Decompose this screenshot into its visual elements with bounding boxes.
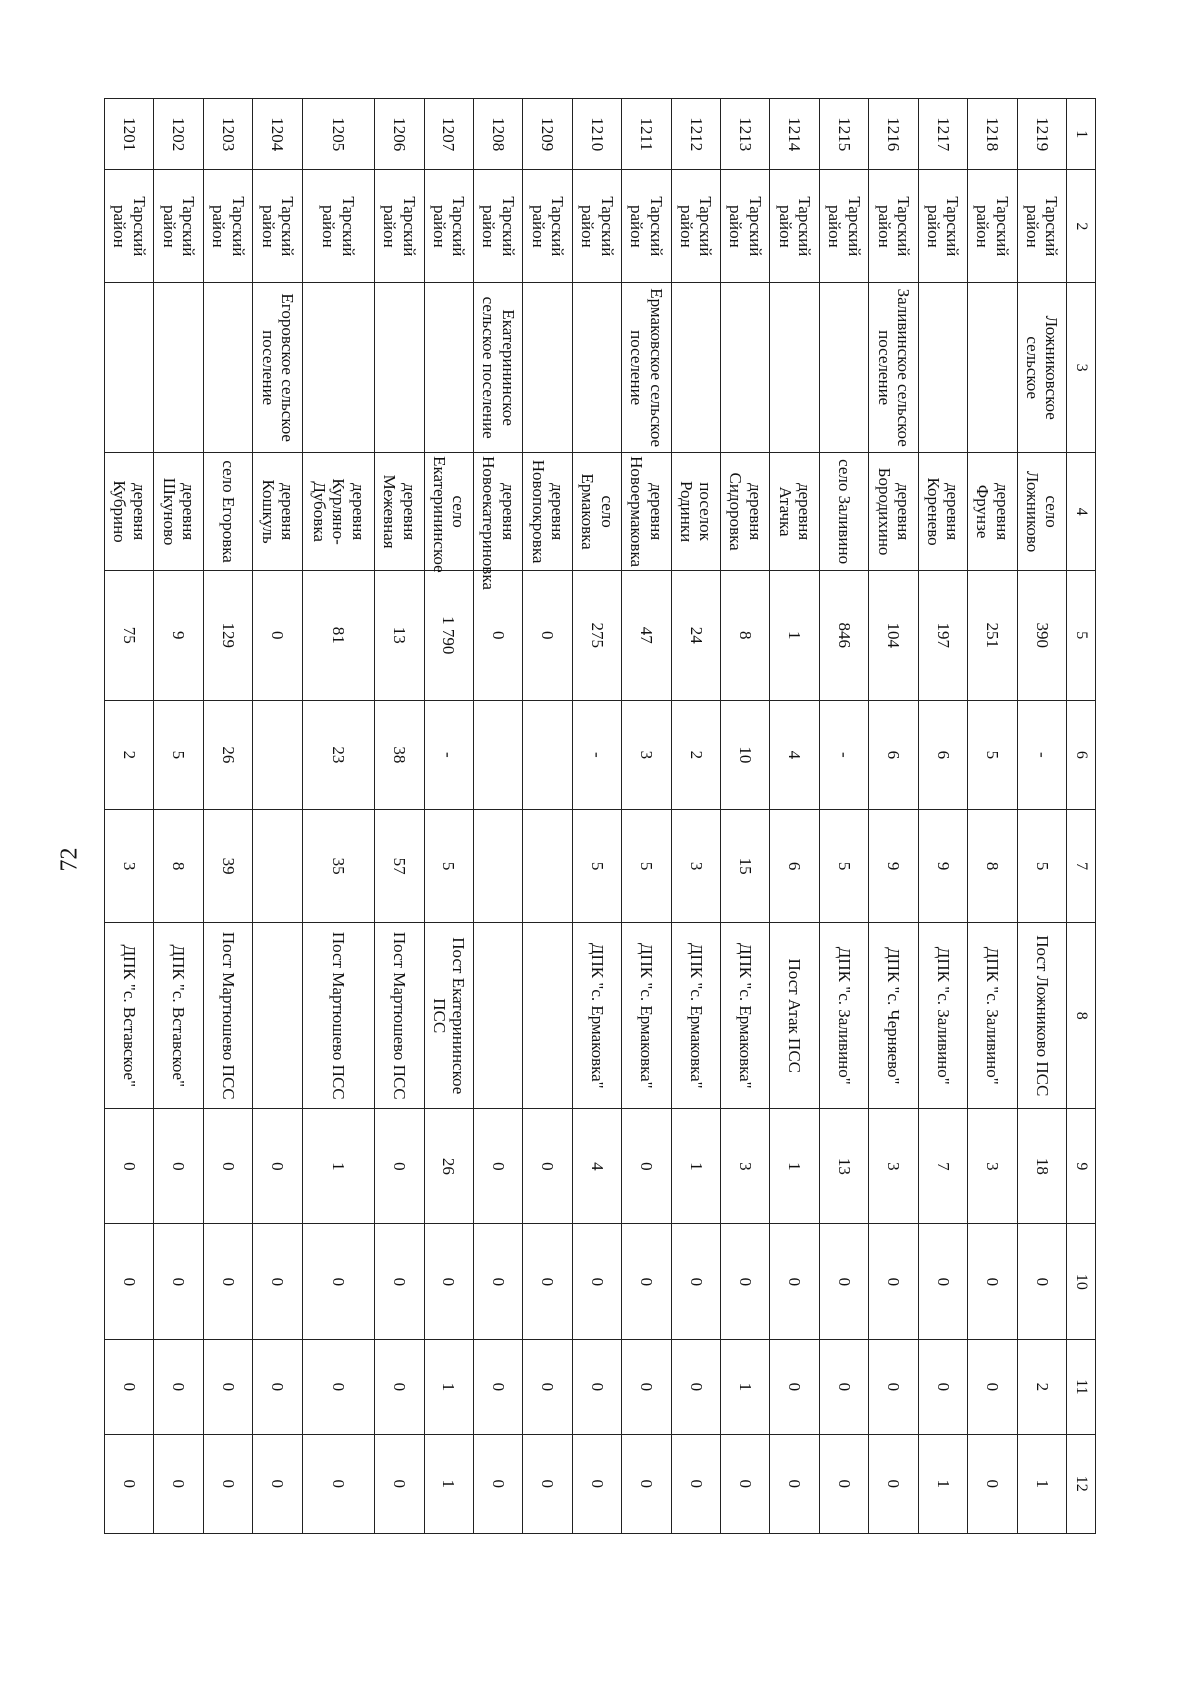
row-number-cell: 1208 <box>473 99 522 170</box>
table-row <box>154 99 203 1534</box>
deaths-cell: 0 <box>671 1224 720 1340</box>
fires-count-cell: 26 <box>424 1109 473 1224</box>
fires-count-cell: 0 <box>473 1109 522 1224</box>
rescued-cell: 0 <box>105 1434 154 1533</box>
rescued-cell: 0 <box>375 1434 424 1533</box>
table-row <box>819 99 868 1534</box>
arrival-time-min-cell: 5 <box>1017 810 1066 923</box>
deaths-cell: 0 <box>302 1224 374 1340</box>
header-row <box>1067 99 1096 1534</box>
injuries-cell: 0 <box>572 1340 621 1434</box>
fire-unit-cell: ДПК "с. Заливино" <box>918 923 967 1109</box>
table-row <box>918 99 967 1534</box>
settlement-municipality-cell <box>721 283 770 453</box>
fires-count-cell: 0 <box>523 1109 572 1224</box>
injuries-cell: 0 <box>819 1340 868 1434</box>
injuries-cell: 0 <box>770 1340 819 1434</box>
settlement-municipality-cell <box>154 283 203 453</box>
rescued-cell: 0 <box>253 1434 302 1533</box>
fires-count-cell: 0 <box>105 1109 154 1224</box>
arrival-time-min-cell: 8 <box>154 810 203 923</box>
fires-count-cell: 1 <box>770 1109 819 1224</box>
locality-cell: деревня Шкуново <box>154 453 203 571</box>
locality-cell: село Ермаковка <box>572 453 621 571</box>
arrival-time-min-cell: 35 <box>302 810 374 923</box>
table-row <box>622 99 671 1534</box>
injuries-cell: 0 <box>375 1340 424 1434</box>
settlement-municipality-cell: Екатерининское сельское поселение <box>473 283 522 453</box>
district-cell: Тарский район <box>721 170 770 283</box>
distance-km-cell: 6 <box>918 700 967 810</box>
population-cell: 104 <box>869 571 918 700</box>
fires-count-cell: 0 <box>622 1109 671 1224</box>
distance-km-cell: 2 <box>671 700 720 810</box>
deaths-cell: 0 <box>523 1224 572 1340</box>
injuries-cell: 1 <box>721 1340 770 1434</box>
deaths-cell: 0 <box>819 1224 868 1340</box>
row-number-cell: 1217 <box>918 99 967 170</box>
deaths-cell: 0 <box>721 1224 770 1340</box>
arrival-time-min-cell: 3 <box>671 810 720 923</box>
settlement-municipality-cell <box>302 283 374 453</box>
locality-cell: поселок Родинки <box>671 453 720 571</box>
fires-count-cell: 3 <box>869 1109 918 1224</box>
deaths-cell: 0 <box>622 1224 671 1340</box>
table-row <box>721 99 770 1534</box>
population-cell: 846 <box>819 571 868 700</box>
deaths-cell: 0 <box>770 1224 819 1340</box>
injuries-cell: 0 <box>869 1340 918 1434</box>
injuries-cell: 0 <box>105 1340 154 1434</box>
column-header: 1 <box>1067 99 1096 170</box>
district-cell: Тарский район <box>968 170 1017 283</box>
distance-km-cell: 3 <box>622 700 671 810</box>
fire-unit-cell: ДПК "с. Ермаковка" <box>671 923 720 1109</box>
fire-unit-cell: Пост Ложниково ПСС <box>1017 923 1066 1109</box>
locality-cell: деревня Кошкуль <box>253 453 302 571</box>
rescued-cell: 0 <box>154 1434 203 1533</box>
row-number-cell: 1203 <box>203 99 252 170</box>
locality-cell: село Екатерининское <box>424 453 473 571</box>
population-cell: 0 <box>473 571 522 700</box>
rescued-cell: 0 <box>671 1434 720 1533</box>
settlement-municipality-cell <box>203 283 252 453</box>
locality-cell: деревня Фрунзе <box>968 453 1017 571</box>
fire-unit-cell: ДПК "с. Ермаковка" <box>572 923 621 1109</box>
table-row <box>253 99 302 1534</box>
fire-unit-cell: ДПК "с. Вставское" <box>105 923 154 1109</box>
population-cell: 129 <box>203 571 252 700</box>
distance-km-cell: 5 <box>154 700 203 810</box>
rescued-cell: 0 <box>721 1434 770 1533</box>
deaths-cell: 0 <box>918 1224 967 1340</box>
injuries-cell: 1 <box>424 1340 473 1434</box>
distance-km-cell: 6 <box>869 700 918 810</box>
column-header: 9 <box>1067 1109 1096 1224</box>
settlement-municipality-cell <box>770 283 819 453</box>
deaths-cell: 0 <box>1017 1224 1066 1340</box>
locality-cell: село Ложниково <box>1017 453 1066 571</box>
settlement-municipality-cell <box>523 283 572 453</box>
arrival-time-min-cell <box>523 810 572 923</box>
injuries-cell: 0 <box>253 1340 302 1434</box>
locality-cell: деревня Новопокровка <box>523 453 572 571</box>
rescued-cell: 0 <box>572 1434 621 1533</box>
district-cell: Тарский район <box>572 170 621 283</box>
rescued-cell: 0 <box>869 1434 918 1533</box>
arrival-time-min-cell: 57 <box>375 810 424 923</box>
row-number-cell: 1201 <box>105 99 154 170</box>
column-header: 11 <box>1067 1340 1096 1434</box>
distance-km-cell: 38 <box>375 700 424 810</box>
district-cell: Тарский район <box>375 170 424 283</box>
distance-km-cell: 26 <box>203 700 252 810</box>
fire-unit-cell: ДПК "с. Ермаковка" <box>721 923 770 1109</box>
arrival-time-min-cell <box>473 810 522 923</box>
fires-count-cell: 0 <box>203 1109 252 1224</box>
deaths-cell: 0 <box>375 1224 424 1340</box>
settlement-municipality-cell <box>968 283 1017 453</box>
population-cell: 197 <box>918 571 967 700</box>
arrival-time-min-cell <box>253 810 302 923</box>
population-cell: 81 <box>302 571 374 700</box>
district-cell: Тарский район <box>1017 170 1066 283</box>
row-number-cell: 1218 <box>968 99 1017 170</box>
distance-km-cell: - <box>572 700 621 810</box>
fires-count-cell: 3 <box>968 1109 1017 1224</box>
injuries-cell: 0 <box>622 1340 671 1434</box>
column-header: 5 <box>1067 571 1096 700</box>
locality-cell: деревня Бородихино <box>869 453 918 571</box>
locality-cell: деревня Межевная <box>375 453 424 571</box>
deaths-cell: 0 <box>473 1224 522 1340</box>
district-cell: Тарский район <box>770 170 819 283</box>
population-cell: 8 <box>721 571 770 700</box>
rescued-cell: 0 <box>770 1434 819 1533</box>
settlement-municipality-cell <box>819 283 868 453</box>
distance-km-cell: - <box>819 700 868 810</box>
rescued-cell: 1 <box>424 1434 473 1533</box>
table-row <box>671 99 720 1534</box>
district-cell: Тарский район <box>523 170 572 283</box>
district-cell: Тарский район <box>819 170 868 283</box>
row-number-cell: 1210 <box>572 99 621 170</box>
table-row <box>424 99 473 1534</box>
deaths-cell: 0 <box>154 1224 203 1340</box>
settlement-municipality-cell: Егоровское сельское поселение <box>253 283 302 453</box>
district-cell: Тарский район <box>473 170 522 283</box>
population-cell: 1 <box>770 571 819 700</box>
injuries-cell: 2 <box>1017 1340 1066 1434</box>
distance-km-cell <box>253 700 302 810</box>
fires-count-cell: 13 <box>819 1109 868 1224</box>
population-cell: 9 <box>154 571 203 700</box>
arrival-time-min-cell: 9 <box>918 810 967 923</box>
locality-cell: деревня Новоермаковка <box>622 453 671 571</box>
row-number-cell: 1214 <box>770 99 819 170</box>
settlement-municipality-cell: Ложниковское сельское <box>1017 283 1066 453</box>
arrival-time-min-cell: 8 <box>968 810 1017 923</box>
table-body <box>105 99 1067 1534</box>
arrival-time-min-cell: 15 <box>721 810 770 923</box>
table-row <box>572 99 621 1534</box>
column-header: 10 <box>1067 1224 1096 1340</box>
injuries-cell: 0 <box>154 1340 203 1434</box>
arrival-time-min-cell: 9 <box>869 810 918 923</box>
district-cell: Тарский район <box>154 170 203 283</box>
locality-cell: деревня Сидоровка <box>721 453 770 571</box>
distance-km-cell: 23 <box>302 700 374 810</box>
row-number-cell: 1211 <box>622 99 671 170</box>
rescued-cell: 0 <box>622 1434 671 1533</box>
locality-cell: деревня Новоекатериновка <box>473 453 522 571</box>
population-cell: 390 <box>1017 571 1066 700</box>
district-cell: Тарский район <box>302 170 374 283</box>
rescued-cell: 1 <box>918 1434 967 1533</box>
table-row <box>1017 99 1066 1534</box>
fire-unit-cell <box>473 923 522 1109</box>
fires-count-cell: 0 <box>375 1109 424 1224</box>
column-header: 7 <box>1067 810 1096 923</box>
district-cell: Тарский район <box>622 170 671 283</box>
rescued-cell: 0 <box>523 1434 572 1533</box>
column-header: 12 <box>1067 1434 1096 1533</box>
row-number-cell: 1204 <box>253 99 302 170</box>
table-row <box>203 99 252 1534</box>
population-cell: 251 <box>968 571 1017 700</box>
page-number: 72 <box>56 847 83 872</box>
population-cell: 47 <box>622 571 671 700</box>
rescued-cell: 0 <box>473 1434 522 1533</box>
arrival-time-min-cell: 5 <box>572 810 621 923</box>
arrival-time-min-cell: 5 <box>622 810 671 923</box>
column-header: 6 <box>1067 700 1096 810</box>
district-cell: Тарский район <box>424 170 473 283</box>
table-row <box>473 99 522 1534</box>
fire-unit-cell <box>523 923 572 1109</box>
fire-unit-cell: ДПК "с. Заливино" <box>968 923 1017 1109</box>
row-number-cell: 1215 <box>819 99 868 170</box>
distance-km-cell: 10 <box>721 700 770 810</box>
fire-unit-cell: Пост Мартюшево ПСС <box>302 923 374 1109</box>
row-number-cell: 1216 <box>869 99 918 170</box>
injuries-cell: 0 <box>302 1340 374 1434</box>
row-number-cell: 1206 <box>375 99 424 170</box>
rescued-cell: 0 <box>302 1434 374 1533</box>
fire-unit-cell: Пост Мартюшево ПСС <box>203 923 252 1109</box>
settlement-municipality-cell <box>375 283 424 453</box>
district-cell: Тарский район <box>671 170 720 283</box>
fire-unit-cell: Пост Атак ПСС <box>770 923 819 1109</box>
locality-cell: деревня Атачка <box>770 453 819 571</box>
district-cell: Тарский район <box>203 170 252 283</box>
settlement-municipality-cell: Заливинское сельское поселение <box>869 283 918 453</box>
table-row <box>770 99 819 1534</box>
deaths-cell: 0 <box>105 1224 154 1340</box>
district-cell: Тарский район <box>869 170 918 283</box>
district-cell: Тарский район <box>253 170 302 283</box>
fire-unit-cell: Пост Мартюшево ПСС <box>375 923 424 1109</box>
column-header: 2 <box>1067 170 1096 283</box>
injuries-cell: 0 <box>523 1340 572 1434</box>
table-row <box>302 99 374 1534</box>
deaths-cell: 0 <box>968 1224 1017 1340</box>
row-number-cell: 1207 <box>424 99 473 170</box>
fires-count-cell: 4 <box>572 1109 621 1224</box>
injuries-cell: 0 <box>671 1340 720 1434</box>
rescued-cell: 1 <box>1017 1434 1066 1533</box>
rescued-cell: 0 <box>968 1434 1017 1533</box>
deaths-cell: 0 <box>424 1224 473 1340</box>
distance-km-cell: - <box>1017 700 1066 810</box>
settlement-municipality-cell: Ермаковское сельское поселение <box>622 283 671 453</box>
deaths-cell: 0 <box>572 1224 621 1340</box>
population-cell: 275 <box>572 571 621 700</box>
settlement-municipality-cell <box>918 283 967 453</box>
population-cell: 1 790 <box>424 571 473 700</box>
settlement-municipality-cell <box>671 283 720 453</box>
settlement-municipality-cell <box>105 283 154 453</box>
arrival-time-min-cell: 3 <box>105 810 154 923</box>
distance-km-cell: 5 <box>968 700 1017 810</box>
population-cell: 13 <box>375 571 424 700</box>
column-header: 3 <box>1067 283 1096 453</box>
fires-count-cell: 0 <box>154 1109 203 1224</box>
deaths-cell: 0 <box>203 1224 252 1340</box>
settlements-table <box>104 98 1096 1534</box>
column-header: 8 <box>1067 923 1096 1109</box>
table-row <box>968 99 1017 1534</box>
locality-cell: деревня Коренево <box>918 453 967 571</box>
arrival-time-min-cell: 6 <box>770 810 819 923</box>
fires-count-cell: 7 <box>918 1109 967 1224</box>
locality-cell: село Заливино <box>819 453 868 571</box>
fire-unit-cell <box>253 923 302 1109</box>
table-row <box>375 99 424 1534</box>
arrival-time-min-cell: 5 <box>819 810 868 923</box>
locality-cell: село Егоровка <box>203 453 252 571</box>
rotated-table-wrapper <box>104 98 1096 1534</box>
fire-unit-cell: ДПК "с. Вставское" <box>154 923 203 1109</box>
fires-count-cell: 1 <box>671 1109 720 1224</box>
injuries-cell: 0 <box>203 1340 252 1434</box>
distance-km-cell: 2 <box>105 700 154 810</box>
fire-unit-cell: ДПК "с. Черняево" <box>869 923 918 1109</box>
distance-km-cell <box>523 700 572 810</box>
fire-unit-cell: ДПК "с. Заливино" <box>819 923 868 1109</box>
fires-count-cell: 3 <box>721 1109 770 1224</box>
locality-cell: деревня Курляно-Дубовка <box>302 453 374 571</box>
injuries-cell: 0 <box>968 1340 1017 1434</box>
district-cell: Тарский район <box>918 170 967 283</box>
settlement-municipality-cell <box>572 283 621 453</box>
arrival-time-min-cell: 5 <box>424 810 473 923</box>
deaths-cell: 0 <box>253 1224 302 1340</box>
fire-unit-cell: ДПК "с. Ермаковка" <box>622 923 671 1109</box>
distance-km-cell <box>473 700 522 810</box>
table-row <box>523 99 572 1534</box>
fires-count-cell: 1 <box>302 1109 374 1224</box>
row-number-cell: 1212 <box>671 99 720 170</box>
table-row <box>869 99 918 1534</box>
population-cell: 0 <box>253 571 302 700</box>
table-row <box>105 99 154 1534</box>
district-cell: Тарский район <box>105 170 154 283</box>
row-number-cell: 1205 <box>302 99 374 170</box>
row-number-cell: 1209 <box>523 99 572 170</box>
row-number-cell: 1219 <box>1017 99 1066 170</box>
row-number-cell: 1202 <box>154 99 203 170</box>
fires-count-cell: 0 <box>253 1109 302 1224</box>
arrival-time-min-cell: 39 <box>203 810 252 923</box>
rescued-cell: 0 <box>203 1434 252 1533</box>
population-cell: 75 <box>105 571 154 700</box>
population-cell: 24 <box>671 571 720 700</box>
deaths-cell: 0 <box>869 1224 918 1340</box>
fires-count-cell: 18 <box>1017 1109 1066 1224</box>
row-number-cell: 1213 <box>721 99 770 170</box>
rescued-cell: 0 <box>819 1434 868 1533</box>
population-cell: 0 <box>523 571 572 700</box>
distance-km-cell: 4 <box>770 700 819 810</box>
injuries-cell: 0 <box>473 1340 522 1434</box>
settlement-municipality-cell <box>424 283 473 453</box>
injuries-cell: 0 <box>918 1340 967 1434</box>
distance-km-cell: - <box>424 700 473 810</box>
fire-unit-cell: Пост Екатерининское ПСС <box>424 923 473 1109</box>
locality-cell: деревня Кубрино <box>105 453 154 571</box>
column-header: 4 <box>1067 453 1096 571</box>
